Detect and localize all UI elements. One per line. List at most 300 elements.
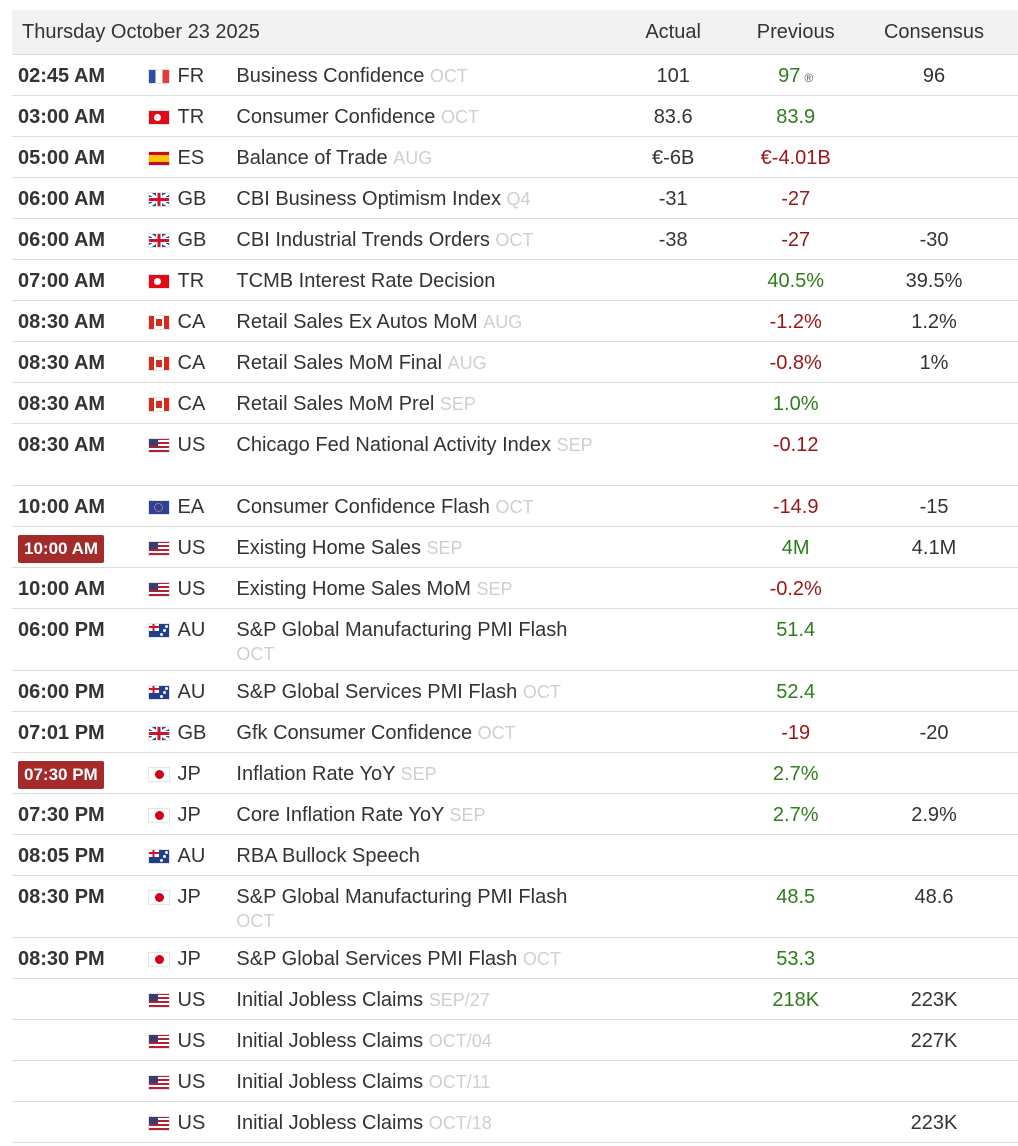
calendar-row[interactable]	[12, 424, 1018, 486]
event-time	[12, 1061, 143, 1070]
calendar-row[interactable]	[12, 342, 1018, 383]
event-time-label: 08:30 PM	[18, 886, 105, 908]
event-time	[12, 527, 143, 563]
country-code: JP	[177, 804, 201, 826]
event-time-label: 07:01 PM	[18, 722, 105, 744]
country-code: TR	[177, 106, 205, 128]
event-reference-period: OCT	[477, 723, 516, 743]
previous-cell	[741, 219, 850, 252]
event-time	[12, 794, 143, 827]
column-header-previous[interactable]: Previous	[756, 20, 835, 43]
event-reference-period: SEP/27	[428, 990, 490, 1010]
country-code: TR	[177, 270, 205, 292]
actual-value	[605, 794, 741, 803]
calendar-row[interactable]	[12, 794, 1018, 835]
consensus-value: 223K	[910, 989, 958, 1011]
consensus-value: -20	[919, 722, 949, 744]
actual-value	[605, 753, 741, 762]
event-reference-period: OCT	[236, 644, 275, 664]
country-code: CA	[177, 311, 206, 333]
calendar-header	[12, 10, 1018, 55]
actual-value	[605, 1102, 741, 1111]
previous-value: €-4.01B	[760, 147, 831, 169]
event-name-link[interactable]: S&P Global Services PMI Flash	[236, 681, 518, 703]
previous-cell	[741, 301, 850, 334]
actual-value	[605, 938, 741, 947]
country-code: US	[177, 434, 206, 456]
event-name-link[interactable]: S&P Global Services PMI Flash	[236, 948, 518, 970]
event-time	[12, 753, 143, 789]
ca-flag-icon	[148, 315, 170, 330]
event-cell[interactable]	[236, 55, 605, 88]
event-country[interactable]	[143, 979, 237, 1012]
event-reference-period: OCT	[522, 949, 561, 969]
event-name-link[interactable]: Retail Sales MoM Final	[236, 352, 443, 374]
previous-cell	[741, 342, 850, 375]
consensus-value: 48.6	[914, 886, 954, 908]
jp-flag-icon	[148, 767, 170, 782]
event-country[interactable]	[143, 527, 237, 560]
us-flag-icon	[148, 438, 170, 453]
calendar-row[interactable]	[12, 1061, 1018, 1102]
previous-value: -1.2%	[769, 311, 822, 333]
consensus-value	[850, 137, 1018, 146]
event-country[interactable]	[143, 1061, 237, 1094]
event-country[interactable]	[143, 835, 237, 868]
consensus-value: 227K	[910, 1030, 958, 1052]
country-code: FR	[177, 65, 205, 87]
calendar-rows	[12, 55, 1018, 1143]
event-reference-period: OCT	[495, 230, 534, 250]
previous-cell	[741, 876, 850, 909]
consensus-value	[850, 383, 1018, 392]
event-country[interactable]	[143, 568, 237, 601]
event-time-label: 06:00 AM	[18, 229, 106, 251]
event-time-label: 03:00 AM	[18, 106, 106, 128]
event-cell[interactable]	[236, 876, 605, 933]
event-reference-period: SEP	[426, 538, 463, 558]
event-name-link[interactable]: Gfk Consumer Confidence	[236, 722, 473, 744]
us-flag-icon	[148, 582, 170, 597]
actual-value: €-6B	[652, 147, 695, 169]
event-name-link[interactable]: S&P Global Manufacturing PMI Flash	[236, 886, 568, 908]
gb-flag-icon	[148, 192, 170, 207]
event-country[interactable]	[143, 712, 237, 745]
event-cell[interactable]	[236, 979, 605, 1012]
event-country[interactable]	[143, 1020, 237, 1053]
event-country[interactable]	[143, 55, 237, 88]
calendar-row[interactable]	[12, 712, 1018, 753]
fr-flag-icon	[148, 69, 170, 84]
event-time	[12, 979, 143, 988]
actual-value	[605, 424, 741, 433]
event-cell[interactable]	[236, 424, 605, 457]
us-flag-icon	[148, 541, 170, 556]
event-time-label: 02:45 AM	[18, 65, 106, 87]
event-name-link[interactable]: Core Inflation Rate YoY	[236, 804, 444, 826]
event-name-link[interactable]: Consumer Confidence	[236, 106, 436, 128]
country-code: GB	[177, 722, 207, 744]
es-flag-icon	[148, 151, 170, 166]
us-flag-icon	[148, 1116, 170, 1131]
event-country[interactable]	[143, 383, 237, 416]
event-time-highlight: 10:00 AM	[18, 535, 104, 563]
event-time	[12, 219, 143, 252]
calendar-row[interactable]	[12, 137, 1018, 178]
event-name-link[interactable]: Retail Sales Ex Autos MoM	[236, 311, 478, 333]
gb-flag-icon	[148, 233, 170, 248]
actual-value	[605, 1061, 741, 1070]
event-name-link[interactable]: CBI Industrial Trends Orders	[236, 229, 490, 251]
previous-value: -0.2%	[769, 578, 822, 600]
previous-cell	[741, 178, 850, 211]
calendar-row[interactable]	[12, 55, 1018, 96]
event-time-label: 08:30 AM	[18, 352, 106, 374]
event-time-label: 06:00 AM	[18, 188, 106, 210]
consensus-value	[850, 835, 1018, 844]
country-code: JP	[177, 886, 201, 908]
event-name-link[interactable]: Inflation Rate YoY	[236, 763, 396, 785]
event-reference-period: SEP	[439, 394, 476, 414]
previous-value: 218K	[772, 989, 820, 1011]
event-reference-period: OCT/11	[428, 1072, 491, 1092]
country-code: CA	[177, 352, 206, 374]
event-country[interactable]	[143, 1102, 237, 1135]
country-code: EA	[177, 496, 205, 518]
event-country[interactable]	[143, 219, 237, 252]
previous-cell	[741, 96, 850, 129]
actual-value	[605, 342, 741, 351]
event-reference-period: SEP	[556, 435, 593, 455]
us-flag-icon	[148, 1075, 170, 1090]
column-header-consensus[interactable]: Consensus	[883, 20, 985, 43]
event-country[interactable]	[143, 342, 237, 375]
calendar-row[interactable]	[12, 486, 1018, 527]
actual-value	[605, 712, 741, 721]
previous-value: -19	[781, 722, 811, 744]
event-cell[interactable]	[236, 486, 605, 519]
event-reference-period: OCT	[236, 911, 275, 931]
event-country[interactable]	[143, 938, 237, 971]
actual-value	[605, 671, 741, 680]
event-country[interactable]	[143, 753, 237, 786]
event-cell[interactable]	[236, 835, 605, 868]
previous-cell	[741, 835, 850, 844]
event-time	[12, 301, 143, 334]
consensus-value	[850, 96, 1018, 105]
country-code: US	[177, 989, 206, 1011]
event-cell[interactable]	[236, 342, 605, 375]
consensus-value	[850, 178, 1018, 187]
event-time	[12, 1020, 143, 1029]
event-name-link[interactable]: Initial Jobless Claims	[236, 1030, 424, 1052]
actual-value	[605, 301, 741, 310]
calendar-row[interactable]	[12, 609, 1018, 671]
event-cell[interactable]	[236, 1102, 605, 1135]
event-time	[12, 609, 143, 642]
event-time	[12, 835, 143, 868]
previous-value: -14.9	[772, 496, 819, 518]
previous-cell	[741, 712, 850, 745]
calendar-row[interactable]	[12, 671, 1018, 712]
event-reference-period: SEP	[400, 764, 437, 784]
actual-value	[605, 979, 741, 988]
event-reference-period: Q4	[506, 189, 531, 209]
country-code: US	[177, 1112, 206, 1134]
event-time-label: 08:30 AM	[18, 393, 106, 415]
actual-value	[605, 1020, 741, 1029]
actual-value: 101	[656, 65, 690, 87]
previous-cell	[741, 753, 850, 786]
actual-value	[605, 486, 741, 495]
event-cell[interactable]	[236, 301, 605, 334]
previous-value: 51.4	[776, 619, 816, 641]
calendar-row[interactable]	[12, 938, 1018, 979]
event-name-link[interactable]: Chicago Fed National Activity Index	[236, 434, 552, 456]
country-code: AU	[177, 681, 206, 703]
event-reference-period: OCT	[522, 682, 561, 702]
event-time-label: 06:00 PM	[18, 619, 105, 641]
event-cell[interactable]	[236, 383, 605, 416]
previous-cell	[741, 55, 850, 90]
event-cell[interactable]	[236, 938, 605, 971]
consensus-value: -15	[919, 496, 949, 518]
previous-value: -0.12	[772, 434, 819, 456]
calendar-row[interactable]	[12, 568, 1018, 609]
event-time	[12, 671, 143, 704]
tr-flag-icon	[148, 274, 170, 289]
ca-flag-icon	[148, 356, 170, 371]
previous-value: 2.7%	[772, 804, 819, 826]
us-flag-icon	[148, 1034, 170, 1049]
au-flag-icon	[148, 685, 170, 700]
event-time	[12, 55, 143, 88]
calendar-row[interactable]	[12, 1020, 1018, 1061]
calendar-row[interactable]	[12, 1102, 1018, 1143]
event-name-link[interactable]: Initial Jobless Claims	[236, 1071, 424, 1093]
event-country[interactable]	[143, 137, 237, 170]
event-reference-period: AUG	[393, 148, 433, 168]
country-code: JP	[177, 948, 201, 970]
previous-value: -27	[781, 229, 811, 251]
event-cell[interactable]	[236, 96, 605, 129]
event-cell[interactable]	[236, 609, 605, 666]
event-time	[12, 568, 143, 601]
consensus-value: 1%	[919, 352, 949, 374]
consensus-value	[850, 568, 1018, 577]
tr-flag-icon	[148, 110, 170, 125]
previous-cell	[741, 383, 850, 416]
event-cell[interactable]	[236, 712, 605, 745]
previous-cell	[741, 794, 850, 827]
country-code: US	[177, 578, 206, 600]
event-country[interactable]	[143, 671, 237, 704]
event-name-link[interactable]: Retail Sales MoM Prel	[236, 393, 435, 415]
calendar-row[interactable]	[12, 527, 1018, 568]
country-code: US	[177, 1030, 206, 1052]
consensus-value	[850, 609, 1018, 618]
event-time-label: 05:00 AM	[18, 147, 106, 169]
previous-cell	[741, 609, 850, 642]
calendar-row[interactable]	[12, 178, 1018, 219]
event-time	[12, 137, 143, 170]
event-time	[12, 96, 143, 129]
event-time	[12, 938, 143, 971]
revised-mark-icon: ®	[804, 71, 814, 85]
event-time	[12, 876, 143, 909]
event-time	[12, 383, 143, 416]
event-time-label: 06:00 PM	[18, 681, 105, 703]
event-country[interactable]	[143, 486, 237, 519]
actual-value: 83.6	[653, 106, 693, 128]
calendar-row[interactable]	[12, 979, 1018, 1020]
previous-cell	[741, 424, 850, 457]
event-time	[12, 424, 143, 457]
event-name-link[interactable]: TCMB Interest Rate Decision	[236, 270, 496, 292]
event-name-link[interactable]: Initial Jobless Claims	[236, 1112, 424, 1134]
event-name-link[interactable]: Consumer Confidence Flash	[236, 496, 490, 518]
actual-value	[605, 835, 741, 844]
event-time	[12, 1102, 143, 1111]
previous-value: 2.7%	[772, 763, 819, 785]
country-code: US	[177, 1071, 206, 1093]
event-name-link[interactable]: Existing Home Sales MoM	[236, 578, 471, 600]
au-flag-icon	[148, 849, 170, 864]
calendar-row[interactable]	[12, 876, 1018, 938]
calendar-date: Thursday October 23 2025	[22, 20, 260, 43]
jp-flag-icon	[148, 952, 170, 967]
event-cell[interactable]	[236, 1020, 605, 1053]
actual-value	[605, 609, 741, 618]
event-reference-period: SEP	[449, 805, 486, 825]
ca-flag-icon	[148, 397, 170, 412]
event-name-link[interactable]: Initial Jobless Claims	[236, 989, 424, 1011]
event-cell[interactable]	[236, 219, 605, 252]
event-cell[interactable]	[236, 568, 605, 601]
event-name-link[interactable]: Business Confidence	[236, 65, 425, 87]
previous-cell	[741, 137, 850, 170]
event-time-label: 08:30 AM	[18, 311, 106, 333]
consensus-value	[850, 938, 1018, 947]
previous-cell	[741, 671, 850, 704]
event-name-link[interactable]: CBI Business Optimism Index	[236, 188, 501, 210]
previous-value: 53.3	[776, 948, 816, 970]
country-code: US	[177, 537, 206, 559]
event-cell[interactable]	[236, 260, 605, 293]
column-header-actual[interactable]: Actual	[645, 20, 701, 43]
event-country[interactable]	[143, 876, 237, 909]
event-name-link[interactable]: Balance of Trade	[236, 147, 388, 169]
consensus-value: 4.1M	[911, 537, 957, 559]
event-time	[12, 712, 143, 745]
previous-cell	[741, 938, 850, 971]
previous-cell	[741, 979, 850, 1012]
calendar-row[interactable]	[12, 301, 1018, 342]
previous-value: 4M	[781, 537, 810, 559]
event-time-label: 08:05 PM	[18, 845, 105, 867]
event-country[interactable]	[143, 301, 237, 334]
country-code: GB	[177, 188, 207, 210]
event-cell[interactable]	[236, 1061, 605, 1094]
actual-value	[605, 527, 741, 536]
event-cell[interactable]	[236, 753, 605, 786]
calendar-row[interactable]	[12, 753, 1018, 794]
event-time-label: 07:00 AM	[18, 270, 106, 292]
event-country[interactable]	[143, 609, 237, 642]
event-country[interactable]	[143, 424, 237, 457]
previous-cell	[741, 568, 850, 601]
calendar-row[interactable]	[12, 96, 1018, 137]
event-cell[interactable]	[236, 671, 605, 704]
event-cell[interactable]	[236, 794, 605, 827]
country-code: JP	[177, 763, 201, 785]
previous-value: -27	[781, 188, 811, 210]
event-reference-period: OCT/04	[428, 1031, 492, 1051]
event-time-highlight: 07:30 PM	[18, 761, 104, 789]
previous-cell	[741, 1061, 850, 1070]
country-code: GB	[177, 229, 207, 251]
consensus-value: 2.9%	[911, 804, 957, 826]
previous-value: 48.5	[776, 886, 816, 908]
event-time-label: 08:30 AM	[18, 434, 106, 456]
actual-value	[605, 568, 741, 577]
actual-value: -38	[658, 229, 688, 251]
calendar-row[interactable]	[12, 260, 1018, 301]
event-time-label: 10:00 AM	[18, 578, 106, 600]
jp-flag-icon	[148, 890, 170, 905]
event-cell[interactable]	[236, 527, 605, 560]
event-cell[interactable]	[236, 178, 605, 211]
previous-value: 52.4	[776, 681, 816, 703]
event-time-label: 08:30 PM	[18, 948, 105, 970]
event-time	[12, 486, 143, 519]
event-country[interactable]	[143, 96, 237, 129]
consensus-value	[850, 753, 1018, 762]
event-reference-period: OCT	[495, 497, 534, 517]
calendar-row[interactable]	[12, 835, 1018, 876]
consensus-value: 223K	[910, 1112, 958, 1134]
previous-value: 83.9	[776, 106, 816, 128]
calendar-row[interactable]	[12, 219, 1018, 260]
ea-flag-icon	[148, 500, 170, 515]
event-reference-period: OCT/18	[428, 1113, 492, 1133]
country-code: AU	[177, 619, 206, 641]
event-country[interactable]	[143, 794, 237, 827]
country-code: AU	[177, 845, 206, 867]
previous-cell	[741, 260, 850, 293]
event-reference-period: OCT	[429, 66, 468, 86]
consensus-value: 1.2%	[911, 311, 957, 333]
actual-value: -31	[658, 188, 688, 210]
event-country[interactable]	[143, 260, 237, 293]
event-name-link[interactable]: Existing Home Sales	[236, 537, 421, 559]
event-cell[interactable]	[236, 137, 605, 170]
event-reference-period: OCT	[440, 107, 479, 127]
country-code: ES	[177, 147, 205, 169]
event-country[interactable]	[143, 178, 237, 211]
calendar-row[interactable]	[12, 383, 1018, 424]
event-name-link[interactable]: S&P Global Manufacturing PMI Flash	[236, 619, 568, 641]
consensus-value: -30	[919, 229, 949, 251]
previous-cell	[741, 486, 850, 519]
event-name-link[interactable]: RBA Bullock Speech	[236, 845, 420, 867]
actual-value	[605, 383, 741, 392]
event-time-label: 07:30 PM	[18, 804, 105, 826]
event-time-label: 10:00 AM	[18, 496, 106, 518]
consensus-value: 39.5%	[905, 270, 963, 292]
event-reference-period: AUG	[483, 312, 523, 332]
economic-calendar-table	[12, 10, 1018, 1143]
